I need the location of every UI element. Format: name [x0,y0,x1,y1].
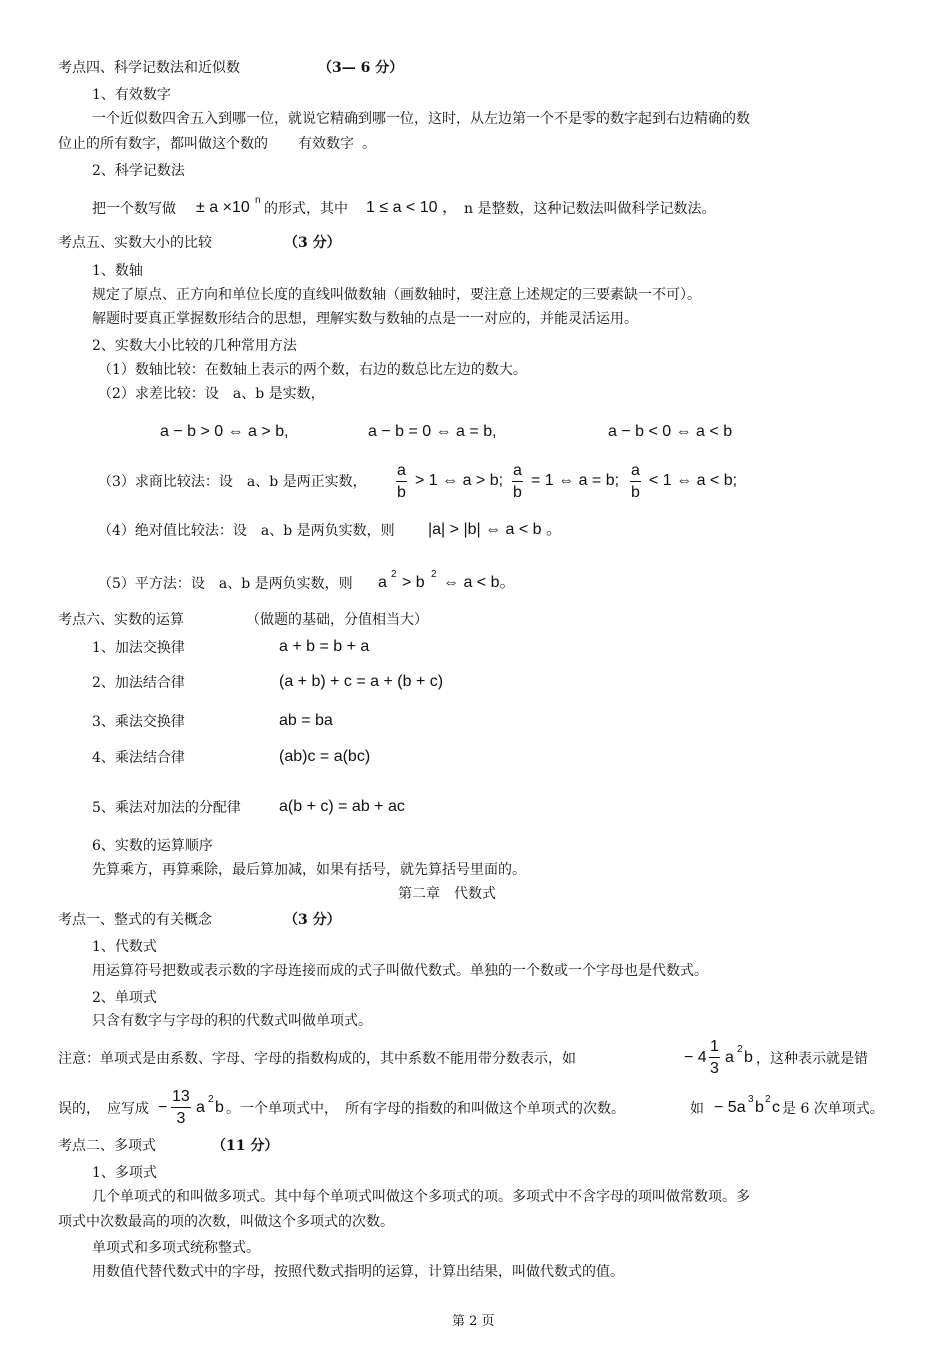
formula-exponent: 2 [737,1044,743,1055]
subheading: 6、实数的运算顺序 [92,838,213,854]
rule-label: 2、加法结合律 [92,675,185,691]
section-score: （11 分） [212,1138,279,1154]
paragraph: 把一个数写做 [92,201,176,217]
formula: a [378,574,387,591]
paragraph: 几个单项式的和叫做多项式。其中每个单项式叫做这个多项式的项。多项式中不含字母的项叫做常数项。多 [92,1189,750,1205]
section-heading-1: 考点一、整式的有关概念 [58,912,212,928]
formula: a + b = b + a [279,638,370,655]
section-heading-6: 考点六、实数的运算 [58,612,184,628]
paragraph: 的形式，其中 [264,201,348,217]
formula: ⇔ a < b。 [443,574,516,591]
rule-label: 5、乘法对加法的分配律 [92,800,241,816]
formula: c [772,1099,780,1116]
fraction: a b [397,462,406,501]
formula: (ab)c = a(bc) [279,748,371,765]
formula: b [215,1099,224,1116]
paragraph: 项式中次数最高的项的次数，叫做这个多项式的次数。 [58,1214,394,1230]
formula: a − b > 0 ⇔ a > b, [160,423,289,440]
formula: (a + b) + c = a + (b + c) [279,673,444,690]
subheading: 1、有效数字 [92,87,171,103]
paragraph: 误的， 应写成 [58,1101,149,1117]
paragraph: 如 [690,1101,704,1117]
paragraph: （5）平方法：设 a、b 是两负实数，则 [98,576,353,592]
formula: a [725,1049,734,1066]
section-score: （做题的基础，分值相当大） [246,612,428,628]
paragraph: （2）求差比较：设 a、b 是实数， [98,386,325,402]
subheading: 2、单项式 [92,990,157,1006]
formula: b [744,1049,753,1066]
formula: b [755,1099,764,1116]
fraction: a b [631,462,640,501]
formula: = 1 ⇔ a = b; [531,472,620,489]
formula: ± a ×10 [196,199,250,216]
section-heading-5: 考点五、实数大小的比较 [58,235,212,251]
formula: > b [402,574,425,591]
formula: |a| > |b| ⇔ a < b 。 [428,521,563,538]
formula: a − b = 0 ⇔ a = b, [368,423,497,440]
section-heading-4: 考点四、科学记数法和近似数 [58,60,240,76]
formula-exponent: 2 [431,569,437,580]
formula: ab = ba [279,712,333,729]
formula: 1 ≤ a < 10 ， [366,199,458,216]
paragraph: 用数值代替代数式中的字母，按照代数式指明的运算，计算出结果，叫做代数式的值。 [92,1264,624,1280]
paragraph: 先算乘方，再算乘除，最后算加减，如果有括号，就先算括号里面的。 [92,862,526,878]
fraction: a b [513,462,522,501]
fraction: 13 3 [172,1088,190,1127]
section-heading-2: 考点二、多项式 [58,1138,156,1154]
paragraph: （4）绝对值比较法：设 a、b 是两负实数，则 [98,523,395,539]
formula-exponent: 2 [391,569,397,580]
rule-label: 4、乘法结合律 [92,750,185,766]
formula: − 4 [684,1049,707,1066]
paragraph: （3）求商比较法：设 a、b 是两正实数， [98,474,367,490]
paragraph: 规定了原点、正方向和单位长度的直线叫做数轴（画数轴时，要注意上述规定的三要素缺一不可）。 [92,287,701,303]
formula-exponent: 2 [765,1094,771,1105]
section-score: （3— 6 分） [318,60,404,76]
paragraph: （1）数轴比较：在数轴上表示的两个数，右边的数总比左边的数大。 [98,362,527,378]
paragraph: 。一个单项式中， 所有字母的指数的和叫做这个单项式的次数。 [226,1101,625,1117]
page-number: 第 2 页 [452,1314,495,1329]
section-score: （3 分） [284,912,341,928]
formula: a − b < 0 ⇔ a < b [608,423,733,440]
fraction: 1 3 [710,1038,719,1077]
subheading: 1、多项式 [92,1165,157,1181]
formula: − [158,1099,168,1116]
formula: − 5a [714,1099,746,1116]
paragraph: 只含有数字与字母的积的代数式叫做单项式。 [92,1013,372,1029]
rule-label: 3、乘法交换律 [92,714,185,730]
chapter-title: 第二章 代数式 [398,886,496,902]
subheading: 1、代数式 [92,939,157,955]
paragraph: 是 6 次单项式。 [782,1101,884,1117]
paragraph: 注意：单项式是由系数、字母、字母的指数构成的，其中系数不能用带分数表示，如 [58,1051,576,1067]
section-score: （3 分） [284,235,341,251]
formula-exponent: n [255,195,261,206]
subheading: 2、科学记数法 [92,163,185,179]
subheading: 1、数轴 [92,263,143,279]
paragraph: n 是整数，这种记数法叫做科学记数法。 [464,201,716,217]
paragraph: 解题时要真正掌握数形结合的思想，理解实数与数轴的点是一一对应的，并能灵活运用。 [92,311,638,327]
paragraph: 一个近似数四舍五入到哪一位，就说它精确到哪一位，这时，从左边第一个不是零的数字起到右边精确的数 [92,111,750,127]
paragraph: ，这种表示就是错 [756,1051,868,1067]
formula: < 1 ⇔ a < b; [649,472,738,489]
rule-label: 1、加法交换律 [92,640,185,656]
formula-exponent: 2 [208,1094,214,1105]
formula: a(b + c) = ab + ac [279,798,405,815]
paragraph: 单项式和多项式统称整式。 [92,1240,260,1256]
formula: > 1 ⇔ a > b; [415,472,504,489]
paragraph: 位止的所有数字，都叫做这个数的 有效数字 。 [58,136,376,152]
paragraph: 用运算符号把数或表示数的字母连接而成的式子叫做代数式。单独的一个数或一个字母也是代数式。 [92,963,708,979]
subheading: 2、实数大小比较的几种常用方法 [92,338,297,354]
formula: a [196,1099,205,1116]
formula-exponent: 3 [748,1094,754,1105]
